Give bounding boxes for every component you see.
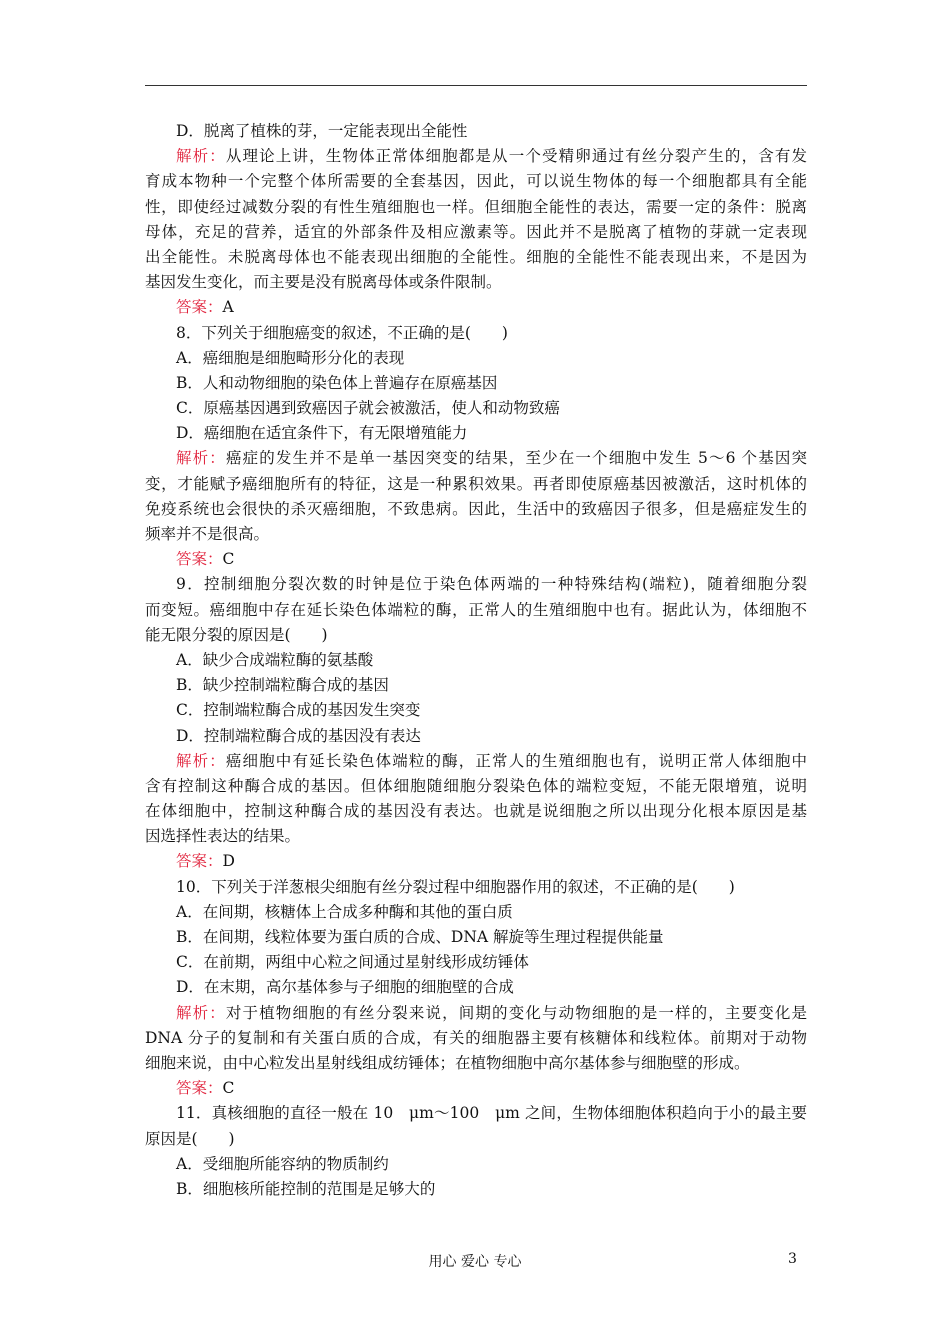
document-body (145, 119, 807, 1202)
text-line: 能无限分裂的原因是( ) (145, 625, 328, 644)
text-line: B．细胞核所能控制的范围是足够大的 (176, 1179, 436, 1198)
text-line: C．控制端粒酶合成的基因发生突变 (176, 701, 421, 720)
text-line: D．控制端粒酶合成的基因没有表达 (176, 726, 421, 745)
text-line: B．在间期，线粒体要为蛋白质的合成、DNA 解旋等生理过程提供能量 (176, 928, 664, 946)
text-line: D．脱离了植株的芽，一定能表现出全能性 (176, 122, 468, 140)
text-line: D．癌细胞在适宜条件下，有无限增殖能力 (176, 424, 468, 443)
text-line: 出全能性。未脱离母体也不能表现出细胞的全能性。细胞的全能性不能表现出来，不是因为 (145, 247, 807, 266)
text-run: C (222, 1079, 235, 1098)
text-line: 育成本物种一个完整个体所需要的全套基因，因此，可以说生物体的每一个细胞都具有全能 (145, 172, 807, 191)
text-line: 细胞来说，由中心粒发出星射线组成纺锤体；在植物细胞中高尔基体参与细胞壁的形成。 (145, 1053, 750, 1072)
answer-label: 答案： (176, 852, 223, 871)
text-line: 频率并不是很高。 (145, 525, 270, 543)
text-line: C．在前期，两组中心粒之间通过星射线形成纺锤体 (176, 953, 529, 972)
analysis-line (145, 749, 807, 774)
text-line: 免疫系统也会很快的杀灭癌细胞，不致患病。因此，生活中的致癌因子很多，但是癌症发生的 (145, 499, 807, 518)
text-line: 因选择性表达的结果。 (145, 827, 301, 846)
text-line: 8．下列关于细胞癌变的叙述，不正确的是( ) (176, 323, 508, 342)
text-line: 在体细胞中，控制这种酶合成的基因没有表达。也就是说细胞之所以出现分化根本原因是基 (145, 802, 807, 821)
text-line: 母体，充足的营养，适宜的外部条件及相应激素等。因此并不是脱离了植物的芽就一定表现 (145, 222, 807, 241)
answer-label: 答案： (176, 298, 223, 317)
text-line: 11．真核细胞的直径一般在 10 μm～100 μm 之间，生物体细胞体积趋向于小的最主要 (176, 1104, 807, 1123)
page-footer: 用心 爱心 专心 (428, 1254, 522, 1270)
text-line: DNA 分子的复制和有关蛋白质的合成，有关的细胞器主要有核糖体和线粒体。前期对于动物 (145, 1028, 807, 1047)
text-run: 对于植物细胞的有丝分裂来说，间期的变化与动物细胞的是一样的，主要变化是 (225, 1003, 807, 1022)
answer-line (145, 547, 807, 572)
text-line: A．癌细胞是细胞畸形分化的表现 (176, 348, 405, 367)
answer-label: 答案： (176, 550, 223, 569)
text-line: B．人和动物细胞的染色体上普遍存在原癌基因 (176, 373, 498, 392)
text-run: C (222, 550, 235, 569)
analysis-line (145, 144, 807, 169)
text-line: A．在间期，核糖体上合成多种酶和其他的蛋白质 (176, 902, 513, 921)
text-line: 性，即使经过减数分裂的有性生殖细胞也一样。但细胞全能性的表达，需要一定的条件：脱离 (145, 197, 807, 216)
analysis-line (145, 446, 807, 471)
analysis-label: 解析： (176, 1003, 226, 1022)
text-run: A (222, 298, 234, 317)
answer-line (145, 295, 807, 320)
page-number: 3 (788, 1251, 797, 1267)
text-line: B．缺少控制端粒酶合成的基因 (176, 676, 389, 695)
text-line: 10．下列关于洋葱根尖细胞有丝分裂过程中细胞器作用的叙述，不正确的是( ) (176, 877, 735, 896)
text-run: 癌症的发生并不是单一基因突变的结果，至少在一个细胞中发生 5～6 个基因突 (225, 449, 807, 468)
text-line: 基因发生变化，而主要是没有脱离母体或条件限制。 (145, 273, 502, 292)
analysis-label: 解析： (176, 147, 226, 166)
text-run: 从理论上讲，生物体正常体细胞都是从一个受精卵通过有丝分裂产生的，含有发 (225, 147, 807, 166)
text-line: 9．控制细胞分裂次数的时钟是位于染色体两端的一种特殊结构(端粒)，随着细胞分裂 (176, 575, 807, 594)
text-line: A．受细胞所能容纳的物质制约 (176, 1154, 389, 1173)
answer-line (145, 849, 807, 874)
text-run: D (222, 852, 235, 871)
text-line: 变，才能赋予癌细胞所有的特征，这是一种累积效果。再者即使原癌基因被激活，这时机体的 (145, 474, 807, 493)
text-line: A．缺少合成端粒酶的氨基酸 (176, 650, 374, 669)
answer-line (145, 1076, 807, 1101)
analysis-line (145, 1001, 807, 1026)
header-rule (145, 85, 807, 86)
text-run: 癌细胞中有延长染色体端粒的酶，正常人的生殖细胞也有，说明正常人体细胞中 (225, 751, 807, 770)
answer-label: 答案： (176, 1079, 223, 1098)
analysis-label: 解析： (176, 751, 226, 770)
text-line: D．在末期，高尔基体参与子细胞的细胞壁的合成 (176, 978, 514, 997)
text-line: C．原癌基因遇到致癌因子就会被激活，使人和动物致癌 (176, 399, 560, 418)
text-line: 原因是( ) (145, 1129, 235, 1148)
analysis-label: 解析： (176, 449, 226, 468)
text-line: 而变短。癌细胞中存在延长染色体端粒的酶，正常人的生殖细胞中也有。据此认为，体细胞不 (145, 600, 807, 619)
text-line: 含有控制这种酶合成的基因。但体细胞随细胞分裂染色体的端粒变短，不能无限增殖，说明 (145, 776, 807, 795)
